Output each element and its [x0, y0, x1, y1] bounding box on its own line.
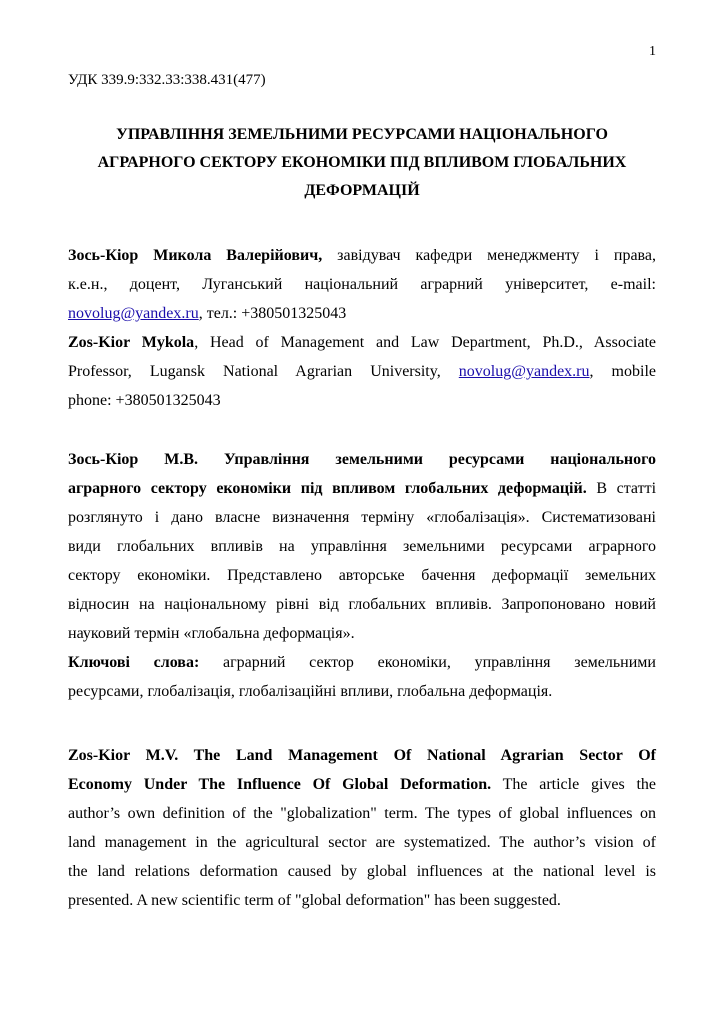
abstract-ua-line: науковий термін «глобальна деформація».: [68, 625, 355, 642]
abstract-en-line: author’s own definition of the "globalization" term. The types of global influences on: [68, 805, 656, 822]
author-info-ua: [68, 241, 656, 328]
keywords-text: аграрний сектор економіки, управління земельними: [199, 654, 656, 671]
abstract-en-text: The article gives the: [491, 776, 656, 793]
abstract-en: [68, 741, 656, 915]
title-line: ДЕФОРМАЦІЙ: [304, 182, 420, 199]
author-ua-line: [68, 241, 656, 270]
abstract-en-line: [68, 741, 656, 770]
author-en-email-link[interactable]: novolug@yandex.ru: [458, 363, 590, 380]
author-en-line: [68, 357, 656, 386]
abstract-en-line: presented. A new scientific term of "global deformation" has been suggested.: [68, 892, 561, 909]
page-number: 1: [649, 44, 656, 59]
author-en-line: [68, 328, 656, 357]
abstract-ua-title: аграрного сектору економіки під впливом глобальних деформацій.: [68, 480, 587, 497]
article-title: [68, 121, 656, 205]
abstract-ua-title: Зось-Кіор М.В. Управління земельними ресурсами національного: [68, 451, 656, 468]
author-info-en: [68, 328, 656, 415]
author-en-mobile-label: , mobile: [589, 363, 656, 380]
abstract-ua-line: сектору економіки. Представлено авторське бачення деформації земельних: [68, 567, 656, 584]
udk-code: УДК 339.9:332.33:338.431(477): [68, 72, 266, 88]
abstract-en-line: [68, 770, 656, 799]
author-ua-phone: , тел.: +380501325043: [198, 305, 347, 322]
abstract-ua-line: види глобальних впливів на управління земельними ресурсами аграрного: [68, 538, 656, 555]
title-line: УПРАВЛІННЯ ЗЕМЕЛЬНИМИ РЕСУРСАМИ НАЦІОНАЛЬНОГО: [116, 126, 608, 143]
author-ua-position: завідувач кафедри менеджменту і права,: [337, 247, 656, 264]
keywords-label: Ключові слова:: [68, 654, 200, 671]
author-ua-line: [68, 299, 656, 328]
abstract-ua-line: [68, 445, 656, 474]
abstract-en-line: the land relations deformation caused by global influences at the national level is: [68, 863, 656, 880]
keywords-line: ресурсами, глобалізація, глобалізаційні впливи, глобальна деформація.: [68, 683, 553, 700]
abstract-ua-line: [68, 474, 656, 503]
abstract-en-line: land management in the agricultural sector are systematized. The author’s vision of: [68, 834, 656, 851]
abstract-ua-text: В статті: [586, 480, 657, 497]
author-en-position: , Head of Management and Law Department, Ph.D., Associate: [194, 334, 657, 351]
author-ua-name: Зось-Кіор Микола Валерійович,: [68, 247, 323, 264]
abstract-en-title: Economy Under The Influence Of Global Deformation.: [68, 776, 492, 793]
abstract-ua-line: розглянуто і дано власне визначення терміну «глобалізація». Систематизовані: [68, 509, 656, 526]
keywords-line: [68, 648, 656, 677]
author-en-phone: phone: +380501325043: [68, 392, 221, 409]
title-line: АГРАРНОГО СЕКТОРУ ЕКОНОМІКИ ПІД ВПЛИВОМ ГЛОБАЛЬНИХ: [97, 154, 627, 171]
abstract-en-title: Zos-Kior M.V. The Land Management Of National Agrarian Sector Of: [68, 747, 656, 764]
abstract-ua: [68, 445, 656, 706]
abstract-ua-line: відносин на національному рівні від глобальних впливів. Запропоновано новий: [68, 596, 656, 613]
author-ua-affiliation: к.е.н., доцент, Луганський національний аграрний університет, e-mail:: [68, 276, 656, 293]
author-ua-email-link[interactable]: novolug@yandex.ru: [68, 305, 199, 322]
author-en-affiliation: Professor, Lugansk National Agrarian University,: [68, 363, 441, 380]
author-en-name: Zos-Kior Mykola: [68, 334, 195, 351]
